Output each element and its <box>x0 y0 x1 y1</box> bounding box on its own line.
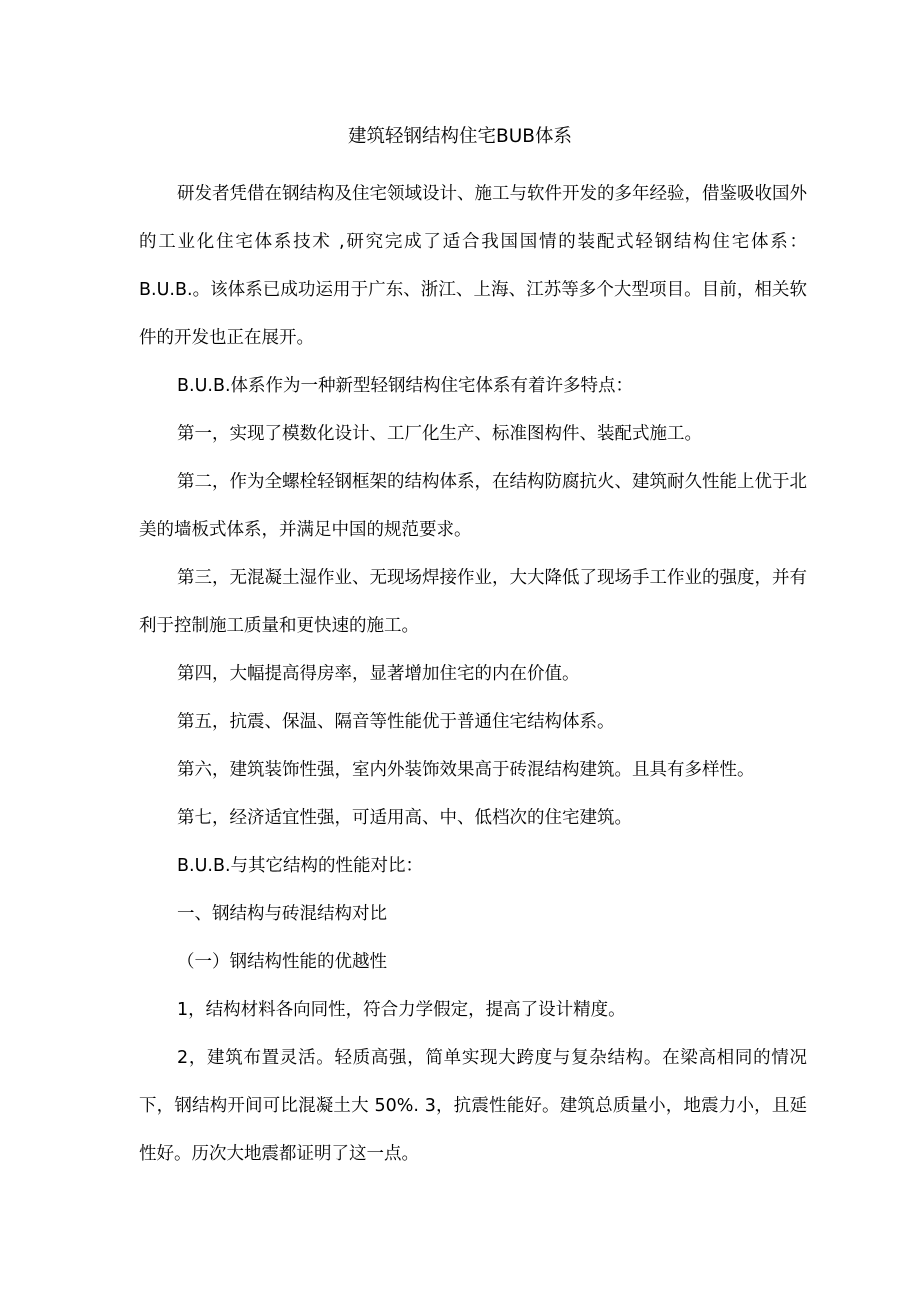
list-item-2-3: 2，建筑布置灵活。轻质高强，简单实现大跨度与复杂结构。在梁高相同的情况下，钢结构开间可比混凝土大 50%. 3，抗震性能好。建筑总质量小，地震力小，且延性好。历次大地震都证明了这一点。 <box>139 1048 807 1164</box>
paragraph-features-lead: B.U.B.体系作为一种新型轻钢结构住宅体系有着许多特点： <box>177 376 634 396</box>
paragraph-feature-3: 第三，无混凝土湿作业、无现场焊接作业，大大降低了现场手工作业的强度，并有利于控制施工质量和更快速的施工。 <box>139 568 807 636</box>
paragraph-feature-2: 第二，作为全螺栓轻钢框架的结构体系，在结构防腐抗火、建筑耐久性能上优于北美的墙板式体系，并满足中国的规范要求。 <box>139 472 807 540</box>
document-body <box>139 170 807 1178</box>
list-item-1: 1，结构材料各向同性，符合力学假定，提高了设计精度。 <box>177 1000 626 1020</box>
paragraph-feature-5: 第五，抗震、保温、隔音等性能优于普通住宅结构体系。 <box>177 712 615 732</box>
subsection-heading-1: （一）钢结构性能的优越性 <box>177 952 387 972</box>
paragraph-feature-1: 第一，实现了模数化设计、工厂化生产、标准图构件、装配式施工。 <box>177 424 702 444</box>
paragraph-feature-7: 第七，经济适宜性强，可适用高、中、低档次的住宅建筑。 <box>177 808 632 828</box>
paragraph-feature-4: 第四，大幅提高得房率，显著增加住宅的内在价值。 <box>177 664 580 684</box>
section-heading-1: 一、钢结构与砖混结构对比 <box>177 904 387 924</box>
paragraph-comparison-lead: B.U.B.与其它结构的性能对比： <box>177 856 424 876</box>
document-title: 建筑轻钢结构住宅BUB体系 <box>348 126 572 147</box>
paragraph-feature-6: 第六，建筑装饰性强，室内外装饰效果高于砖混结构建筑。且具有多样性。 <box>177 760 755 780</box>
paragraph-intro: 研发者凭借在钢结构及住宅领域设计、施工与软件开发的多年经验，借鉴吸收国外的工业化住宅体系技术 ,研究完成了适合我国国情的装配式轻钢结构住宅体系：B.U.B.。该体系已成功运用于广东、浙江、上海、江苏等多个大型项目。目前，相关软件的开发也正在展开。 <box>139 184 807 348</box>
